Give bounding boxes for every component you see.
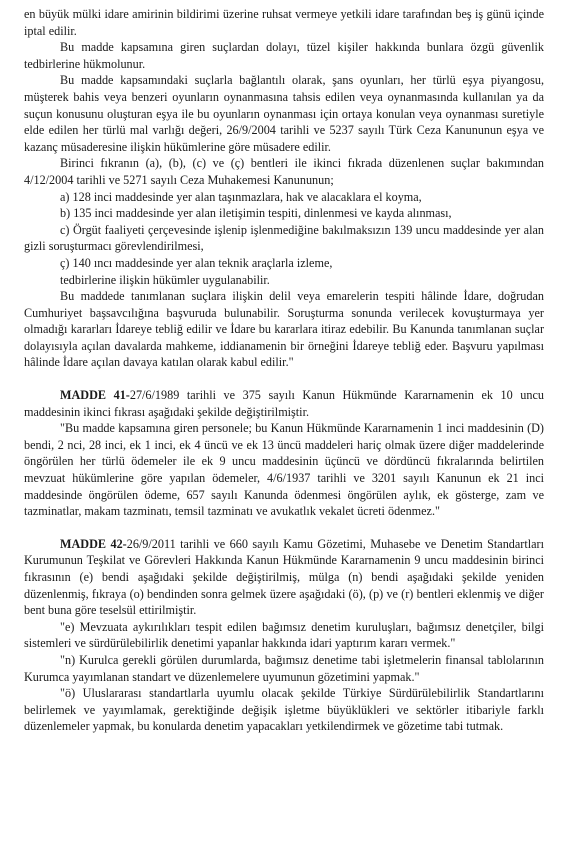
article-42-intro [24,536,544,619]
list-item: a) 128 inci maddesinde yer alan taşınmazlara, hak ve alacaklara el koyma, [60,189,422,204]
article-42-label: MADDE 42- [60,536,127,551]
article-41-quote: "Bu madde kapsamına giren personele; bu Kanun Hükmünde Kararnamenin 1 inci maddesinin (D) bendi, 2 nci, 28 inci, ek 1 inci, ek 4 üncü ve ek 13 üncü maddeleri hariç olmak üzere diğer maddelerinde öngörülen her türlü ödemeler ile ek 9 uncu maddesinin üçüncü ve dördüncü fıkralarında belirtilen mevzuat hükümlerine göre yapılan ödemeler, 4/6/1937 tarihli ve 3201 sayılı Kanunun ek 21 inci maddesinde öngörülen ödeme, 657 sayılı Kanunda ödenmesi öngörülen aylık, ek gösterge, zam ve tazminatlar, makam tazminatı, temsil tazminatı ve avukatlık vekalet ücreti ödenmez." [24,421,544,519]
article-42-clause-n: "n) Kurulca gerekli görülen durumlarda, bağımsız denetime tabi işletmelerin finansal tablolarının Kurumca yayımlanan standart ve düzenlemelere uyumunun gözetimini yapmak." [24,652,544,684]
article-41-label: MADDE 41- [60,388,130,403]
spacer [24,520,544,536]
paragraph: Bu madde kapsamındaki suçlarla bağlantılı olarak, şans oyunları, her türlü eşya piyangosu, müşterek bahis veya benzeri oyunların oynanmasına tahsis edilen veya oynanmasında kullanılan ya da suçun konusunu oluşturan eşya ile bu oyunların oynanması için ortaya konulan veya oynanması suretiyle elde edilen her türlü mal varlığı değeri, 26/9/2004 tarihli ve 5237 sayılı Türk Ceza Kanununun eşya ve kazanç müsaderesine ilişkin hükümlerine göre müsadere edilir. [24,73,544,154]
article-42-clause-o: "ö) Uluslararası standartlarla uyumlu olacak şekilde Türkiye Sürdürülebilirlik Standartlarını belirlemek ve yayımlamak, gerektiğinde değişik işletme büyüklükleri ve sektörler itibariyle farklı düzenlemeler yapmak, bu konularda denetim yapacakları yetkilendirmek ve gözetime tabi tutmak. [24,686,544,734]
article-41-intro-text: 27/6/1989 tarihli ve 375 sayılı Kanun Hükmünde Kararnamenin ek 10 uncu maddesinin ikinci fıkrası aşağıdaki şekilde değiştirilmiştir. [24,388,544,419]
article-42-intro-text: 26/9/2011 tarihli ve 660 sayılı Kamu Gözetimi, Muhasebe ve Denetim Standartları Kurumunun Teşkilat ve Görevleri Hakkında Kanun Hükmünde Kararnamenin 9 uncu maddesinin birinci fıkrasının (e) bendi aşağıdaki şekilde değiştirilmiş, mülga (n) bendi aşağıdaki şekilde yeniden düzenlenmiş, fıkraya (o) bendinden sonra gelmek üzere aşağıdaki (ö), (p) ve (r) bentleri eklenmiş ve diğer bent buna göre teselsül ettirilmiştir. [24,536,544,618]
paragraph: Bu maddede tanımlanan suçlara ilişkin delil veya emarelerin tespiti hâlinde İdare, doğrudan Cumhuriyet başsavcılığına başvuruda bulunabilir. Soruşturma sonunda verilecek kovuşturmaya yer olmadığı kararları İdareye tebliğ edilir ve İdare bu kararlara itiraz edebilir. Bu Kanunda tanımlanan suçlar dolayısıyla açılan davalarda mahkeme, iddianamenin bir örneğini İdareye tebliğ eder. Başvuru yapılması hâlinde İdare açılan davaya katılan olarak kabul edilir." [24,289,544,370]
paragraph: Birinci fıkranın (a), (b), (c) ve (ç) bentleri ile ikinci fıkrada düzenlenen suçlar bakımından 4/12/2004 tarihli ve 5271 sayılı Ceza Muhakemesi Kanununun; [24,156,544,187]
paragraph: Bu madde kapsamına giren suçlardan dolayı, tüzel kişiler hakkında bunlara özgü güvenlik tedbirlerine hükmolunur. [24,40,544,71]
paragraph: tedbirlerine ilişkin hükümler uygulanabilir. [60,272,270,287]
article-41-intro [24,387,544,420]
list-item: c) Örgüt faaliyeti çerçevesinde işlenip işlenmediğine bakılmaksızın 139 uncu maddesinde yer alan gizli soruşturmacı görevlendirilmesi, [24,222,544,254]
article-42-clause-e: "e) Mevzuata aykırılıkları tespit edilen bağımsız denetim kuruluşları, bağımsız denetçiler, bilgi sistemleri ve sürdürülebilirlik denetimi yapanlar hakkında idari yaptırım kararı vermek." [24,619,544,651]
list-item: b) 135 inci maddesinde yer alan iletişimin tespiti, dinlenmesi ve kayda alınması, [60,206,452,221]
list-item: ç) 140 ıncı maddesinde yer alan teknik araçlarla izleme, [60,255,333,270]
spacer [24,371,544,387]
paragraph: en büyük mülki idare amirinin bildirimi üzerine ruhsat vermeye yetkili idare tarafından beş iş günü içinde iptal edilir. [24,7,544,38]
